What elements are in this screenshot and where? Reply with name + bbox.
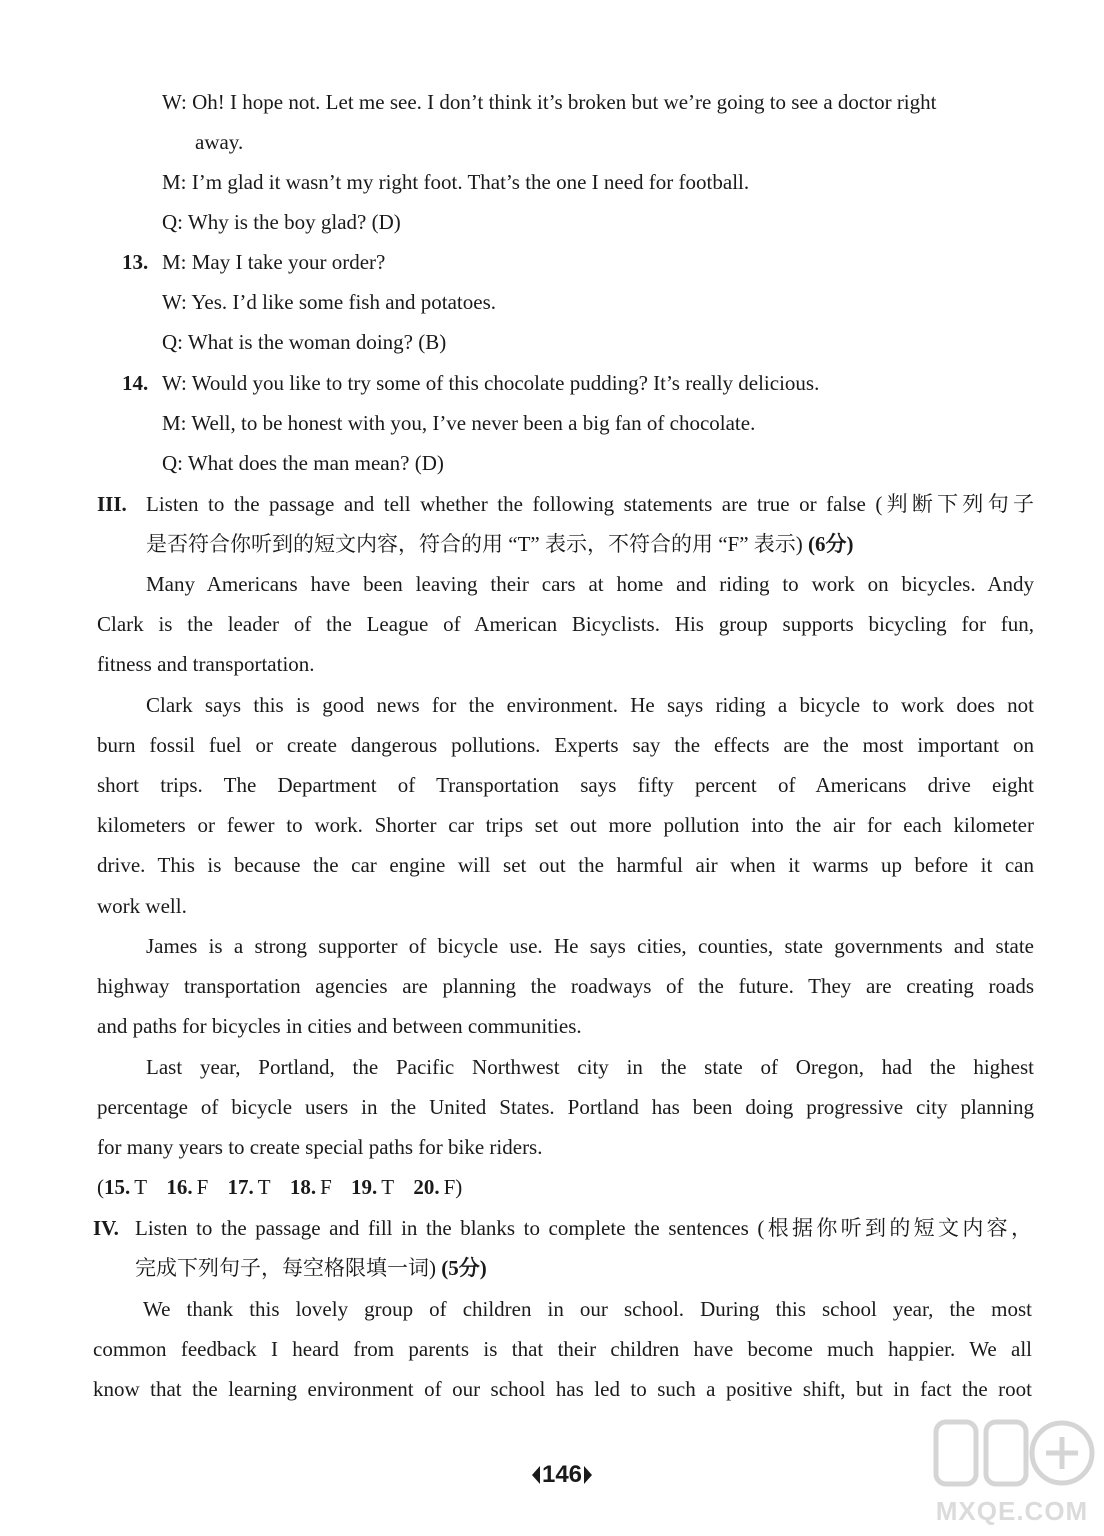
question-line: Q: Why is the boy glad? (D): [162, 210, 401, 234]
passage-line: Clark says this is good news for the environment. He says riding a bicycle to work does not: [146, 693, 1034, 717]
passage-line: James is a strong supporter of bicycle use. He says cities, counties, state governments and state: [146, 934, 1034, 958]
answer-value: T: [134, 1175, 148, 1199]
page-right-arrow-icon: [584, 1466, 592, 1484]
watermark-graphic-icon: [928, 1408, 1096, 1498]
answer-number: 20.: [413, 1175, 440, 1199]
answer-open-paren: (: [97, 1175, 104, 1199]
section-score: (5分): [441, 1256, 487, 1280]
passage-line: Many Americans have been leaving their cars at home and riding to work on bicycles. Andy: [146, 572, 1034, 596]
dialogue-line: M: I’m glad it wasn’t my right foot. That’s the one I need for football.: [162, 170, 750, 194]
passage-line: and paths for bicycles in cities and between communities.: [97, 1014, 582, 1038]
answer-number: 19.: [351, 1175, 378, 1199]
section-instruction: Listen to the passage and fill in the blanks to complete the sentences (根据你听到的短文内容，: [135, 1216, 1032, 1240]
passage-line: fitness and transportation.: [97, 652, 315, 676]
passage-line: work well.: [97, 894, 187, 918]
answer-number: 15.: [104, 1175, 131, 1199]
section-instruction: 完成下列句子，每空格限填一词): [135, 1256, 436, 1280]
answer-close-paren: ): [455, 1175, 463, 1199]
passage-line: Clark is the leader of the League of American Bicyclists. His group supports bicycling for fun,: [97, 612, 1034, 636]
passage-line: highway transportation agencies are planning the roadways of the future. They are creating roads: [97, 974, 1034, 998]
answer-number: 16.: [166, 1175, 193, 1199]
section-numeral: III.: [97, 492, 127, 516]
dialogue-line: W: Yes. I’d like some fish and potatoes.: [162, 290, 497, 314]
page-number-text: 146: [541, 1461, 583, 1488]
watermark-text: MXQE.COM: [935, 1496, 1089, 1526]
answer-value: F: [320, 1175, 332, 1199]
dialogue-line: M: May I take your order?: [162, 250, 386, 274]
section-instruction-line2: [135, 1248, 487, 1288]
section-numeral: IV.: [93, 1216, 119, 1240]
answer-value: F: [196, 1175, 209, 1199]
answer-value: T: [257, 1175, 271, 1199]
answer-value: F: [443, 1175, 456, 1199]
question-line: Q: What does the man mean? (D): [162, 451, 444, 475]
passage-line: drive. This is because the car engine will set out the harmful air when it warms up before it can: [97, 853, 1034, 877]
answer-number: 18.: [289, 1175, 317, 1199]
item-number: 13.: [122, 250, 149, 274]
page-left-arrow-icon: [532, 1466, 540, 1484]
answer-number: 17.: [227, 1175, 254, 1199]
dialogue-line: away.: [195, 130, 244, 154]
passage-line: kilometers or fewer to work. Shorter car trips set out more pollution into the air for each kilometer: [97, 813, 1034, 837]
page-number: [522, 1458, 602, 1492]
passage-line: We thank this lovely group of children in our school. During this school year, the most: [143, 1297, 1032, 1321]
question-line: Q: What is the woman doing? (B): [162, 330, 447, 354]
watermark-logo: [928, 1408, 1096, 1528]
answer-value: T: [381, 1175, 395, 1199]
section-instruction: 是否符合你听到的短文内容，符合的用 “T” 表示，不符合的用 “F” 表示): [146, 532, 803, 556]
passage-line: common feedback I heard from parents is that their children have become much happier. We all: [93, 1337, 1032, 1361]
passage-line: know that the learning environment of our school has led to such a positive shift, but in fact the root: [93, 1377, 1032, 1401]
dialogue-line: W: Would you like to try some of this chocolate pudding? It’s really delicious.: [162, 371, 820, 395]
passage-line: for many years to create special paths for bike riders.: [97, 1135, 543, 1159]
passage-line: short trips. The Department of Transportation says fifty percent of Americans drive eight: [97, 773, 1034, 797]
section-instruction-line2: [146, 524, 854, 564]
passage-line: Last year, Portland, the Pacific Northwest city in the state of Oregon, had the highest: [146, 1055, 1034, 1079]
item-number: 14.: [122, 371, 149, 395]
dialogue-line: W: Oh! I hope not. Let me see. I don’t think it’s broken but we’re going to see a doctor right: [162, 90, 937, 114]
answer-key: [97, 1167, 462, 1207]
passage-line: burn fossil fuel or create dangerous pollutions. Experts say the effects are the most important on: [97, 733, 1034, 757]
passage-line: percentage of bicycle users in the United States. Portland has been doing progressive city planning: [97, 1095, 1034, 1119]
dialogue-line: M: Well, to be honest with you, I’ve never been a big fan of chocolate.: [162, 411, 756, 435]
section-instruction: Listen to the passage and tell whether the following statements are true or false (判断下列句子: [146, 492, 1034, 516]
section-score: (6分): [808, 532, 854, 556]
